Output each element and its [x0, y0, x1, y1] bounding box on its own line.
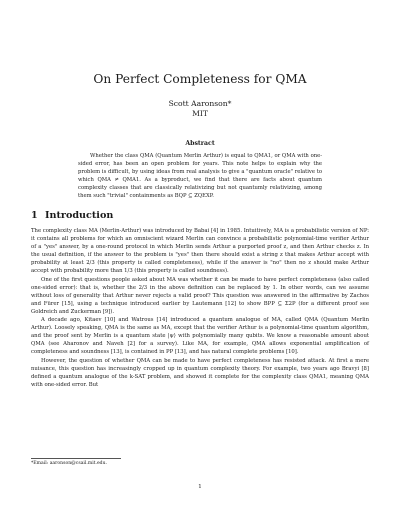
author-affiliation: MIT — [192, 108, 208, 118]
author-block — [0, 99, 400, 118]
footnote-divider — [31, 458, 121, 459]
paper-title: On Perfect Completeness for QMA — [93, 72, 307, 86]
section-title: Introduction — [45, 210, 114, 221]
body-paragraph: A decade ago, Kitaev [10] and Watrous [14] introduced a quantum analogue of MA, called QMA (Quantum Merlin Arthur). Loosely speaking, QMA is the same as MA, except that the verifier Arthur is a polynomial-time quantum algorithm, and the proof sent by Merlin is a quantum state |ψ⟩ with polynomially many qubits. We know a reasonable amount about QMA (see Aharonov and Naveh [2] for a survey). Like MA, for example, QMA allows exponential amplification of completeness and soundness [13], is contained in PP [13], and has natural complete problems [10]. — [31, 317, 369, 356]
abstract-text: Whether the class QMA (Quantum Merlin Arthur) is equal to QMA1, or QMA with one-sided error, has been an open problem for years. This note helps to explain why the problem is difficult, by using ideas from real analysis to give a "quantum oracle" relative to which QMA ≠ QMA1. As a byproduct, we find that there are facts about quantum complexity classes that are classically relativizing but not quantumly relativizing, among them such "trivial" containments as BQP ⊆ ZQEXP. — [78, 153, 322, 200]
footnote: *Email: aaronson@csail.mit.edu. — [31, 461, 108, 466]
body-paragraph: The complexity class MA (Merlin-Arthur) was introduced by Babai [4] in 1985. Intuitively, MA is a probabilistic version of NP: it contains all problems for which an omniscient wizard Merlin can convince a probabilistic polynomial-time verifier Arthur of a "yes" answer, by a one-round protocol in which Merlin sends Arthur a purported proof z, and then Arthur checks z. In the usual definition, if the answer to the problem is "yes" then there should exist a string z that makes Arthur accept with probability at least 2/3 (this property is called completeness), while if the answer is "no" then no z should make Arthur accept with probability more than 1/3 (this property is called soundness). — [31, 228, 369, 275]
section-body — [31, 227, 369, 389]
author-name: Scott Aaronson* — [168, 99, 232, 108]
body-paragraph: One of the first questions people asked about MA was whether it can be made to have perfect completeness (also called one-sided error): that is, whether the 2/3 in the above definition can be replaced by 1. In other words, can we assume without loss of generality that Arthur never rejects a valid proof? This question was answered in the affirmative by Zachos and Fürer [15], using a technique introduced earlier by Lautemann [12] to show BPP ⊆ Σ2P (for a different proof see Goldreich and Zuckerman [9]). — [31, 276, 369, 315]
section-number: 1 — [31, 210, 38, 221]
section-heading — [31, 210, 113, 221]
page-number: 1 — [198, 484, 202, 490]
abstract-heading: Abstract — [185, 140, 215, 147]
body-paragraph: However, the question of whether QMA can be made to have perfect completeness has resisted attack. At first a mere nuisance, this question has increasingly cropped up in quantum complexity theory. For example, two years ago Bravyi [8] defined a quantum analogue of the k-SAT problem, and showed it complete for the complexity class QMA1, meaning QMA with one-sided error. But — [31, 357, 369, 388]
